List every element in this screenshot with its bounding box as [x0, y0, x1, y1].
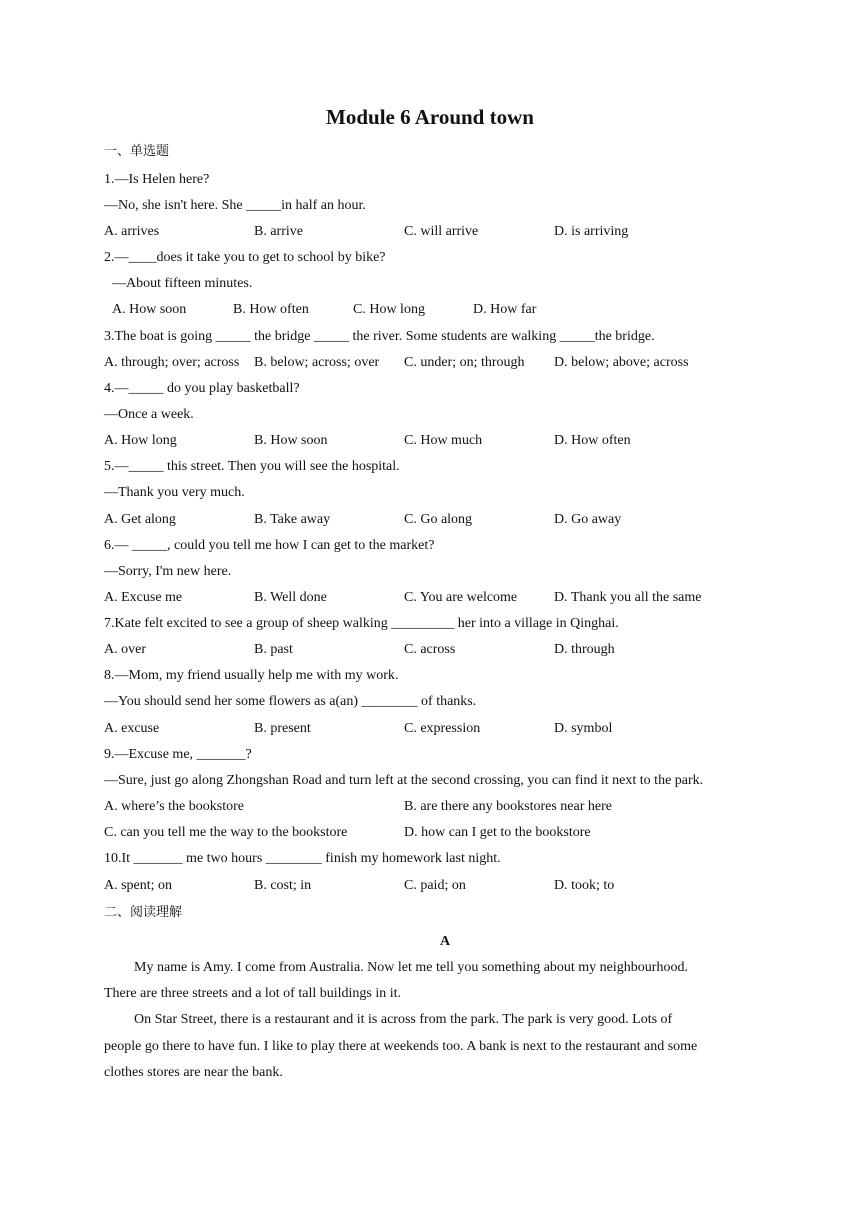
question-10-option-d: D. took; to — [554, 878, 615, 893]
page-title: Module 6 Around town — [326, 105, 534, 129]
question-7-option-b: B. past — [254, 642, 293, 657]
question-7-option-a: A. over — [104, 642, 146, 657]
question-3-text: 3.The boat is going _____ the bridge _____ the river. Some students are walking _____the bridge. — [104, 329, 655, 344]
question-9-text: 9.—Excuse me, _______? — [104, 747, 252, 762]
question-2-option-d: D. How far — [473, 302, 537, 317]
question-8-text: —You should send her some flowers as a(an) ________ of thanks. — [104, 694, 477, 709]
question-5-option-d: D. Go away — [554, 512, 622, 527]
passage-line: people go there to have fun. I like to play there at weekends too. A bank is next to the restaurant and some — [104, 1039, 698, 1054]
question-5-option-c: C. Go along — [404, 512, 473, 527]
question-5-text: 5.—_____ this street. Then you will see the hospital. — [104, 459, 400, 474]
question-8-option-a: A. excuse — [104, 721, 160, 736]
question-6-text: —Sorry, I'm new here. — [104, 564, 232, 579]
question-8-text: 8.—Mom, my friend usually help me with my work. — [104, 668, 399, 683]
question-2-option-c: C. How long — [353, 302, 425, 317]
passage-line: There are three streets and a lot of tall buildings in it. — [104, 986, 402, 1001]
section-heading-single-choice: 一、单选题 — [104, 144, 170, 159]
question-10-text: 10.It _______ me two hours ________ finish my homework last night. — [104, 851, 501, 866]
question-1-option-b: B. arrive — [254, 224, 303, 239]
question-1-option-d: D. is arriving — [554, 224, 629, 239]
question-5-text: —Thank you very much. — [104, 485, 245, 500]
question-6-option-d: D. Thank you all the same — [554, 590, 702, 605]
question-4-option-b: B. How soon — [254, 433, 328, 448]
question-4-option-d: D. How often — [554, 433, 631, 448]
question-1-option-c: C. will arrive — [404, 224, 479, 239]
question-6-option-b: B. Well done — [254, 590, 327, 605]
question-2-text: —About fifteen minutes. — [112, 276, 253, 291]
question-4-option-a: A. How long — [104, 433, 177, 448]
question-6-option-c: C. You are welcome — [404, 590, 518, 605]
section-heading-reading: 二、阅读理解 — [104, 905, 183, 920]
question-8-option-c: C. expression — [404, 721, 481, 736]
question-5-option-b: B. Take away — [254, 512, 331, 527]
question-3-option-a: A. through; over; across — [104, 355, 240, 370]
passage-line: clothes stores are near the bank. — [104, 1065, 283, 1080]
question-5-option-a: A. Get along — [104, 512, 176, 527]
question-7-text: 7.Kate felt excited to see a group of sheep walking _________ her into a village in Qinghai. — [104, 616, 619, 631]
question-7-option-d: D. through — [554, 642, 615, 657]
passage-line: My name is Amy. I come from Australia. Now let me tell you something about my neighbourhood. — [134, 960, 688, 975]
question-7-option-c: C. across — [404, 642, 456, 657]
question-9-text: —Sure, just go along Zhongshan Road and turn left at the second crossing, you can find it next to the park. — [104, 773, 704, 788]
question-10-option-a: A. spent; on — [104, 878, 173, 893]
question-2-option-a: A. How soon — [112, 302, 187, 317]
question-8-option-b: B. present — [254, 721, 311, 736]
question-4-option-c: C. How much — [404, 433, 483, 448]
question-10-option-c: C. paid; on — [404, 878, 466, 893]
passage-line: On Star Street, there is a restaurant and it is across from the park. The park is very good. Lots of — [134, 1012, 673, 1027]
question-1-option-a: A. arrives — [104, 224, 160, 239]
question-3-option-b: B. below; across; over — [254, 355, 380, 370]
question-4-text: 4.—_____ do you play basketball? — [104, 381, 300, 396]
question-1-text: —No, she isn't here. She _____in half an hour. — [104, 198, 366, 213]
question-3-option-c: C. under; on; through — [404, 355, 525, 370]
question-10-option-b: B. cost; in — [254, 878, 312, 893]
question-1-text: 1.—Is Helen here? — [104, 172, 210, 187]
question-9-option-d: D. how can I get to the bookstore — [404, 825, 591, 840]
question-9-option-a: A. where’s the bookstore — [104, 799, 244, 814]
question-6-text: 6.— _____, could you tell me how I can get to the market? — [104, 538, 435, 553]
question-2-text: 2.—____does it take you to get to school by bike? — [104, 250, 386, 265]
passage-label: A — [439, 934, 451, 949]
question-2-option-b: B. How often — [233, 302, 309, 317]
question-6-option-a: A. Excuse me — [104, 590, 183, 605]
question-9-option-c: C. can you tell me the way to the bookstore — [104, 825, 348, 840]
question-8-option-d: D. symbol — [554, 721, 613, 736]
question-3-option-d: D. below; above; across — [554, 355, 689, 370]
question-4-text: —Once a week. — [104, 407, 194, 422]
question-9-option-b: B. are there any bookstores near here — [404, 799, 612, 814]
